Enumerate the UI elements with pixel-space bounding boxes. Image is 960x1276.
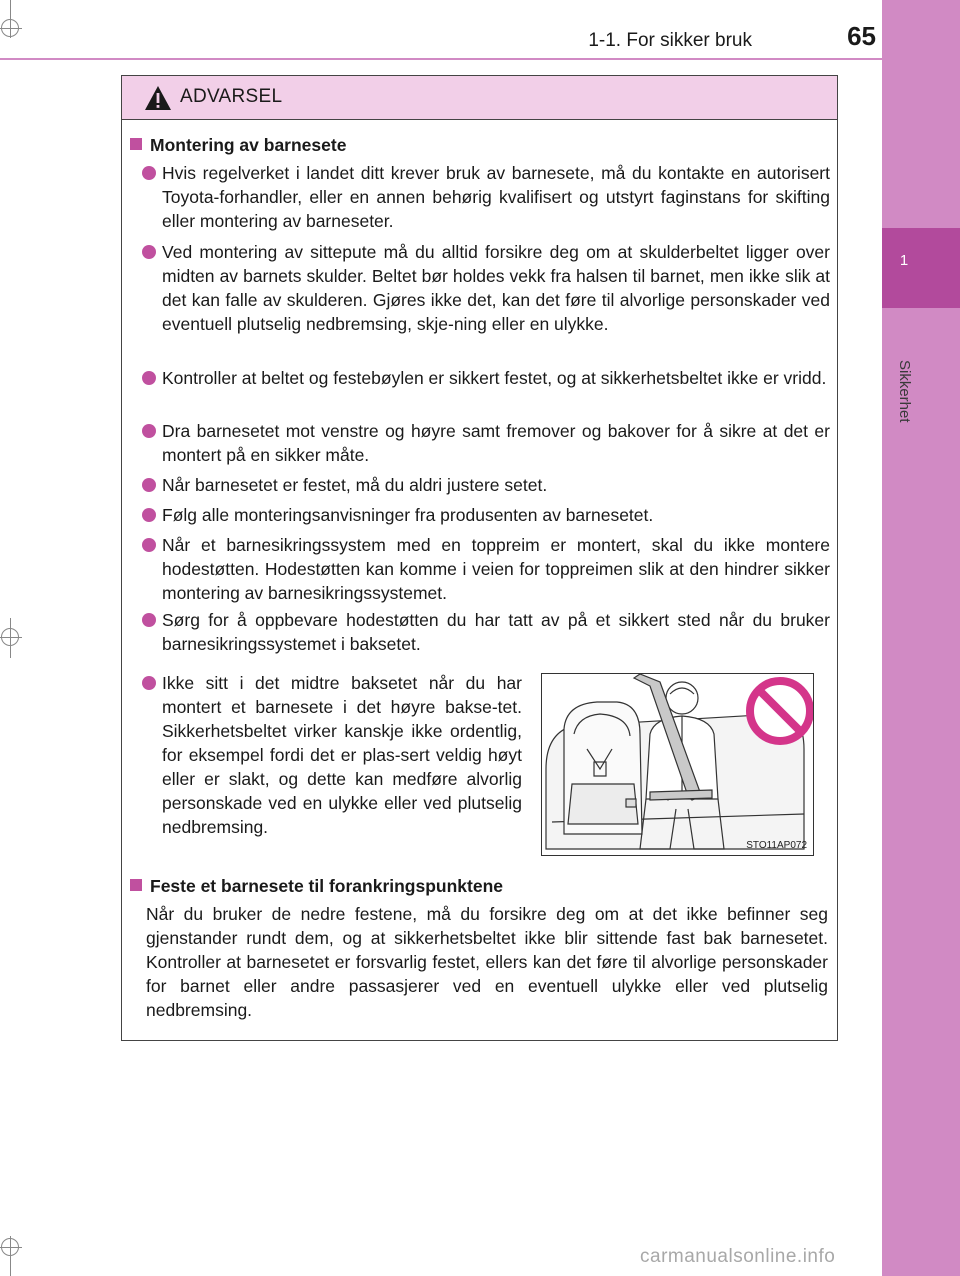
- bullet-dot-icon: [142, 371, 156, 385]
- section-heading-text: Montering av barnesete: [150, 135, 347, 155]
- side-tab-strip: [882, 0, 960, 1276]
- list-item-text: Kontroller at beltet og festebøylen er sikkert festet, og at sikkerhetsbeltet ikke er vridd.: [162, 368, 827, 388]
- bullet-dot-icon: [142, 245, 156, 259]
- section-title: 1-1. For sikker bruk: [588, 30, 752, 51]
- list-item: [142, 240, 830, 336]
- child-seat-illustration: [542, 674, 813, 855]
- body-paragraph: Når du bruker de nedre festene, må du forsikre deg om at det ikke befinner seg gjenstander rundt dem, og at sikkerhetsbeltet ikke blir sittende fast bak barnesetet. Kontroller at barnesetet er forsvarlig festet, ellers kan det føre til alvorlige personskader for barnet eller andre passasjerer ved en eventuell ulykke eller ved plutselig nedbremsing.: [146, 904, 828, 1020]
- list-item-text: Når barnesetet er festet, må du aldri justere setet.: [162, 475, 548, 495]
- section-heading-text: Feste et barnesete til forankringspunktene: [150, 876, 504, 896]
- list-item-text: Ved montering av sittepute må du alltid forsikre deg om at skulderbeltet ligger over midten av barnets skulder. Beltet bør holdes vekk fra halsen til barnet, men ikke slik at det kan falle av skulderen. Gjøres ikke det, kan det føre til alvorlige personskader ved eventuell plutselig nedbremsing, skje-ning eller en ulykke.: [162, 242, 830, 334]
- list-item-text: Dra barnesetet mot venstre og høyre samt fremover og bakover for å sikre at det er montert på en sikker måte.: [162, 421, 830, 465]
- square-bullet-icon: [130, 879, 142, 891]
- bullet-dot-icon: [142, 676, 156, 690]
- bullet-dot-icon: [142, 508, 156, 522]
- warning-header: [122, 76, 837, 120]
- list-item-text: Hvis regelverket i landet ditt krever bruk av barnesete, må du kontakte en autorisert Toyota-forhandler, eller en annen behørig kvalifisert og utstyrt faginstans for skifting eller montering av barneseter.: [162, 163, 830, 231]
- chapter-title: Sikkerhet: [896, 360, 913, 423]
- chapter-number: 1: [899, 252, 909, 269]
- bullet-dot-icon: [142, 538, 156, 552]
- watermark: carmanualsonline.info: [640, 1246, 836, 1267]
- crop-mark: [1, 1238, 19, 1256]
- header-rule: [0, 58, 882, 60]
- list-item: [142, 473, 830, 497]
- illustration: [541, 673, 814, 856]
- list-item: [142, 366, 830, 390]
- crop-mark: [1, 19, 19, 37]
- list-item: [142, 671, 522, 839]
- bullet-dot-icon: [142, 613, 156, 627]
- warning-title: ADVARSEL: [180, 86, 283, 107]
- figure-code: STO11AP072: [746, 840, 807, 851]
- warning-triangle-icon: [144, 85, 172, 111]
- bullet-dot-icon: [142, 478, 156, 492]
- list-item-text: Når et barnesikringssystem med en toppreim er montert, skal du ikke montere hodestøtten. Hodestøtten kan komme i veien for toppreimen slik at den hindrer sikker montering av barnesikringssystemet.: [162, 535, 830, 603]
- list-item: [142, 503, 830, 527]
- list-item: [142, 608, 830, 656]
- bullet-dot-icon: [142, 166, 156, 180]
- warning-box: [121, 75, 838, 1041]
- section-heading: [130, 135, 346, 156]
- list-item: [142, 419, 830, 467]
- list-item-text: Følg alle monteringsanvisninger fra produsenten av barnesetet.: [162, 505, 654, 525]
- list-item: [142, 533, 830, 605]
- crop-mark: [1, 628, 19, 646]
- list-item-text: Ikke sitt i det midtre baksetet når du har montert et barnesete i det høyre bakse-tet. Sikkerhetsbeltet virker kanskje ikke ordentlig, for eksempel fordi det er plas-sert veldig høyt eller er slakt, og dette kan medføre alvorlig personskade ved en ulykke eller ved plutselig nedbremsing.: [162, 673, 522, 837]
- list-item-text: Sørg for å oppbevare hodestøtten du har tatt av på et sikkert sted når du bruker barnesikringssystemet i baksetet.: [162, 610, 830, 654]
- page-number: 65: [847, 21, 876, 51]
- section-heading: [130, 876, 503, 897]
- list-item: [142, 161, 830, 233]
- square-bullet-icon: [130, 138, 142, 150]
- bullet-dot-icon: [142, 424, 156, 438]
